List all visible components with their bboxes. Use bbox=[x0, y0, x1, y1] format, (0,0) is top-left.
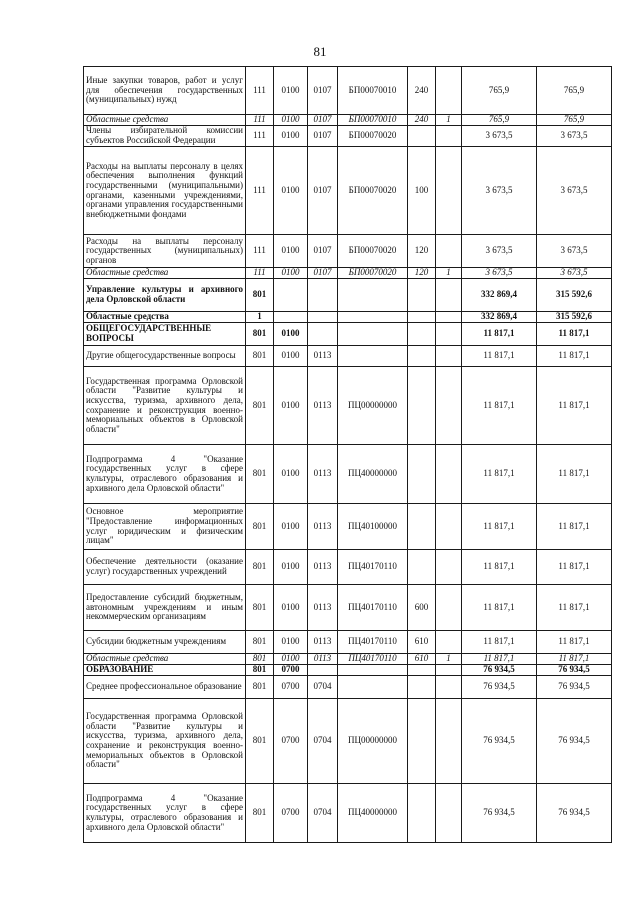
ministry-code: 801 bbox=[246, 323, 274, 346]
subsection-code: 0107 bbox=[308, 147, 338, 235]
table-row bbox=[84, 367, 612, 445]
target-article-code: ПЦ40170110 bbox=[338, 550, 408, 585]
target-article-code: БП00070010 bbox=[338, 115, 408, 126]
target-article-code bbox=[338, 346, 408, 367]
section-code: 0100 bbox=[274, 235, 308, 268]
funding-source-code bbox=[436, 147, 462, 235]
funding-source-code bbox=[436, 126, 462, 147]
row-name: Предоставление субсидий бюджетным, автономным учреждениям и иным некоммерческим организациям bbox=[84, 585, 246, 631]
target-article-code bbox=[338, 312, 408, 323]
ministry-code: 801 bbox=[246, 665, 274, 676]
section-code: 0100 bbox=[274, 268, 308, 279]
amount-year-2: 76 934,5 bbox=[537, 699, 612, 784]
section-code: 0100 bbox=[274, 126, 308, 147]
row-name: Государственная программа Орловской области "Развитие культуры и искусства, туризма, архивного дела, сохранение и реконструкция военно-мемориальных объектов в Орловской области" bbox=[84, 367, 246, 445]
row-name: Расходы на выплаты персоналу в целях обеспечения выполнения функций государственными (муниципальными) органами, казенными учреждениями, органами управления государственными внебюджетными фондами bbox=[84, 147, 246, 235]
amount-year-1: 76 934,5 bbox=[462, 784, 537, 843]
amount-year-2: 76 934,5 bbox=[537, 676, 612, 699]
amount-year-1: 76 934,5 bbox=[462, 699, 537, 784]
amount-year-1: 11 817,1 bbox=[462, 445, 537, 504]
expense-type-code bbox=[408, 323, 436, 346]
funding-source-code bbox=[436, 699, 462, 784]
funding-source-code bbox=[436, 235, 462, 268]
subsection-code: 0113 bbox=[308, 631, 338, 654]
row-name: Государственная программа Орловской области "Развитие культуры и искусства, туризма, архивного дела, сохранение и реконструкция военно-мемориальных объектов в Орловской области" bbox=[84, 699, 246, 784]
expense-type-code bbox=[408, 279, 436, 312]
amount-year-2: 11 817,1 bbox=[537, 631, 612, 654]
amount-year-2: 315 592,6 bbox=[537, 279, 612, 312]
target-article-code bbox=[338, 323, 408, 346]
amount-year-2: 765,9 bbox=[537, 67, 612, 115]
ministry-code: 111 bbox=[246, 235, 274, 268]
subsection-code: 0107 bbox=[308, 235, 338, 268]
funding-source-code bbox=[436, 676, 462, 699]
amount-year-2: 3 673,5 bbox=[537, 268, 612, 279]
ministry-code: 111 bbox=[246, 147, 274, 235]
amount-year-2: 11 817,1 bbox=[537, 585, 612, 631]
target-article-code: БП00070020 bbox=[338, 235, 408, 268]
target-article-code: ПЦ00000000 bbox=[338, 367, 408, 445]
subsection-code: 0107 bbox=[308, 126, 338, 147]
expense-type-code bbox=[408, 676, 436, 699]
table-row bbox=[84, 279, 612, 312]
row-name: Областные средства bbox=[84, 268, 246, 279]
amount-year-2: 3 673,5 bbox=[537, 235, 612, 268]
ministry-code: 111 bbox=[246, 126, 274, 147]
subsection-code: 0113 bbox=[308, 654, 338, 665]
expense-type-code: 120 bbox=[408, 268, 436, 279]
row-name: Субсидии бюджетным учреждениям bbox=[84, 631, 246, 654]
amount-year-2: 11 817,1 bbox=[537, 504, 612, 550]
target-article-code: ПЦ40170110 bbox=[338, 585, 408, 631]
target-article-code: ПЦ00000000 bbox=[338, 699, 408, 784]
expense-type-code bbox=[408, 504, 436, 550]
funding-source-code bbox=[436, 665, 462, 676]
amount-year-1: 11 817,1 bbox=[462, 550, 537, 585]
amount-year-1: 11 817,1 bbox=[462, 585, 537, 631]
ministry-code: 801 bbox=[246, 279, 274, 312]
table-row bbox=[84, 504, 612, 550]
amount-year-2: 765,9 bbox=[537, 115, 612, 126]
section-code bbox=[274, 312, 308, 323]
amount-year-2: 11 817,1 bbox=[537, 654, 612, 665]
section-code: 0100 bbox=[274, 367, 308, 445]
amount-year-1: 11 817,1 bbox=[462, 323, 537, 346]
amount-year-2: 11 817,1 bbox=[537, 445, 612, 504]
expense-type-code: 240 bbox=[408, 67, 436, 115]
row-name: Среднее профессиональное образование bbox=[84, 676, 246, 699]
row-name: Обеспечение деятельности (оказание услуг) государственных учреждений bbox=[84, 550, 246, 585]
target-article-code: ПЦ40170110 bbox=[338, 654, 408, 665]
row-name: Областные средства bbox=[84, 115, 246, 126]
subsection-code: 0107 bbox=[308, 115, 338, 126]
section-code: 0100 bbox=[274, 504, 308, 550]
ministry-code: 111 bbox=[246, 115, 274, 126]
amount-year-1: 332 869,4 bbox=[462, 279, 537, 312]
amount-year-2: 3 673,5 bbox=[537, 126, 612, 147]
ministry-code: 801 bbox=[246, 550, 274, 585]
row-name: Областные средства bbox=[84, 654, 246, 665]
expense-type-code: 120 bbox=[408, 235, 436, 268]
section-code: 0100 bbox=[274, 147, 308, 235]
budget-table bbox=[83, 66, 612, 843]
expense-type-code bbox=[408, 699, 436, 784]
table-row bbox=[84, 784, 612, 843]
subsection-code: 0113 bbox=[308, 550, 338, 585]
ministry-code: 1 bbox=[246, 312, 274, 323]
subsection-code: 0704 bbox=[308, 784, 338, 843]
row-name: ОБРАЗОВАНИЕ bbox=[84, 665, 246, 676]
funding-source-code bbox=[436, 504, 462, 550]
subsection-code bbox=[308, 312, 338, 323]
subsection-code: 0113 bbox=[308, 504, 338, 550]
table-row bbox=[84, 654, 612, 665]
amount-year-1: 3 673,5 bbox=[462, 126, 537, 147]
ministry-code: 801 bbox=[246, 346, 274, 367]
budget-table-wrapper bbox=[83, 66, 611, 843]
expense-type-code bbox=[408, 550, 436, 585]
amount-year-2: 76 934,5 bbox=[537, 784, 612, 843]
table-row bbox=[84, 585, 612, 631]
ministry-code: 801 bbox=[246, 367, 274, 445]
amount-year-1: 3 673,5 bbox=[462, 268, 537, 279]
target-article-code: БП00070020 bbox=[338, 126, 408, 147]
subsection-code: 0113 bbox=[308, 445, 338, 504]
section-code: 0100 bbox=[274, 631, 308, 654]
amount-year-1: 11 817,1 bbox=[462, 631, 537, 654]
target-article-code: ПЦ40100000 bbox=[338, 504, 408, 550]
section-code: 0100 bbox=[274, 445, 308, 504]
section-code: 0100 bbox=[274, 585, 308, 631]
amount-year-2: 11 817,1 bbox=[537, 346, 612, 367]
amount-year-2: 11 817,1 bbox=[537, 367, 612, 445]
target-article-code: БП00070010 bbox=[338, 67, 408, 115]
row-name: Расходы на выплаты персоналу государственных (муниципальных) органов bbox=[84, 235, 246, 268]
funding-source-code bbox=[436, 631, 462, 654]
ministry-code: 801 bbox=[246, 784, 274, 843]
expense-type-code bbox=[408, 445, 436, 504]
funding-source-code bbox=[436, 312, 462, 323]
ministry-code: 111 bbox=[246, 67, 274, 115]
row-name: ОБЩЕГОСУДАРСТВЕННЫЕ ВОПРОСЫ bbox=[84, 323, 246, 346]
funding-source-code bbox=[436, 550, 462, 585]
section-code: 0100 bbox=[274, 550, 308, 585]
ministry-code: 801 bbox=[246, 445, 274, 504]
amount-year-1: 11 817,1 bbox=[462, 367, 537, 445]
table-row bbox=[84, 147, 612, 235]
funding-source-code bbox=[436, 445, 462, 504]
subsection-code bbox=[308, 279, 338, 312]
amount-year-1: 765,9 bbox=[462, 115, 537, 126]
amount-year-1: 11 817,1 bbox=[462, 654, 537, 665]
target-article-code bbox=[338, 665, 408, 676]
amount-year-1: 3 673,5 bbox=[462, 235, 537, 268]
funding-source-code bbox=[436, 346, 462, 367]
expense-type-code: 240 bbox=[408, 115, 436, 126]
subsection-code: 0704 bbox=[308, 676, 338, 699]
expense-type-code: 610 bbox=[408, 654, 436, 665]
expense-type-code bbox=[408, 312, 436, 323]
subsection-code: 0113 bbox=[308, 585, 338, 631]
expense-type-code bbox=[408, 126, 436, 147]
funding-source-code bbox=[436, 784, 462, 843]
target-article-code bbox=[338, 676, 408, 699]
table-row bbox=[84, 699, 612, 784]
section-code: 0100 bbox=[274, 654, 308, 665]
section-code: 0700 bbox=[274, 665, 308, 676]
target-article-code: БП00070020 bbox=[338, 268, 408, 279]
target-article-code: ПЦ40000000 bbox=[338, 445, 408, 504]
row-name: Подпрограмма 4 "Оказание государственных услуг в сфере культуры, отраслевого образования и архивного дела Орловской области" bbox=[84, 445, 246, 504]
subsection-code: 0704 bbox=[308, 699, 338, 784]
row-name: Иные закупки товаров, работ и услуг для обеспечения государственных (муниципальных) нужд bbox=[84, 67, 246, 115]
ministry-code: 801 bbox=[246, 654, 274, 665]
table-row bbox=[84, 126, 612, 147]
subsection-code bbox=[308, 665, 338, 676]
funding-source-code bbox=[436, 585, 462, 631]
expense-type-code bbox=[408, 346, 436, 367]
amount-year-2: 3 673,5 bbox=[537, 147, 612, 235]
ministry-code: 801 bbox=[246, 676, 274, 699]
funding-source-code bbox=[436, 367, 462, 445]
ministry-code: 801 bbox=[246, 631, 274, 654]
table-row bbox=[84, 550, 612, 585]
amount-year-1: 76 934,5 bbox=[462, 665, 537, 676]
table-row bbox=[84, 346, 612, 367]
ministry-code: 801 bbox=[246, 504, 274, 550]
table-row bbox=[84, 115, 612, 126]
row-name: Управление культуры и архивного дела Орловской области bbox=[84, 279, 246, 312]
ministry-code: 801 bbox=[246, 585, 274, 631]
target-article-code bbox=[338, 279, 408, 312]
amount-year-1: 11 817,1 bbox=[462, 504, 537, 550]
row-name: Другие общегосударственные вопросы bbox=[84, 346, 246, 367]
amount-year-2: 11 817,1 bbox=[537, 323, 612, 346]
section-code: 0100 bbox=[274, 115, 308, 126]
section-code: 0100 bbox=[274, 346, 308, 367]
row-name: Члены избирательной комиссии субъектов Российской Федерации bbox=[84, 126, 246, 147]
section-code: 0700 bbox=[274, 699, 308, 784]
subsection-code bbox=[308, 323, 338, 346]
table-row bbox=[84, 235, 612, 268]
ministry-code: 801 bbox=[246, 699, 274, 784]
row-name: Областные средства bbox=[84, 312, 246, 323]
table-row bbox=[84, 323, 612, 346]
funding-source-code: 1 bbox=[436, 115, 462, 126]
amount-year-1: 765,9 bbox=[462, 67, 537, 115]
expense-type-code: 600 bbox=[408, 585, 436, 631]
target-article-code: ПЦ40000000 bbox=[338, 784, 408, 843]
section-code: 0100 bbox=[274, 323, 308, 346]
amount-year-2: 76 934,5 bbox=[537, 665, 612, 676]
table-row bbox=[84, 676, 612, 699]
section-code: 0100 bbox=[274, 67, 308, 115]
funding-source-code: 1 bbox=[436, 268, 462, 279]
row-name: Основное мероприятие "Предоставление информационных услуг юридическим и физическим лицам" bbox=[84, 504, 246, 550]
funding-source-code bbox=[436, 67, 462, 115]
amount-year-1: 332 869,4 bbox=[462, 312, 537, 323]
table-row bbox=[84, 665, 612, 676]
page-number: 81 bbox=[313, 44, 327, 59]
target-article-code: БП00070020 bbox=[338, 147, 408, 235]
subsection-code: 0113 bbox=[308, 367, 338, 445]
section-code bbox=[274, 279, 308, 312]
amount-year-1: 11 817,1 bbox=[462, 346, 537, 367]
row-name: Подпрограмма 4 "Оказание государственных услуг в сфере культуры, отраслевого образования и архивного дела Орловской области" bbox=[84, 784, 246, 843]
section-code: 0700 bbox=[274, 676, 308, 699]
expense-type-code bbox=[408, 784, 436, 843]
table-row bbox=[84, 67, 612, 115]
expense-type-code: 100 bbox=[408, 147, 436, 235]
expense-type-code bbox=[408, 665, 436, 676]
amount-year-2: 11 817,1 bbox=[537, 550, 612, 585]
table-row bbox=[84, 445, 612, 504]
subsection-code: 0113 bbox=[308, 346, 338, 367]
funding-source-code bbox=[436, 323, 462, 346]
amount-year-1: 76 934,5 bbox=[462, 676, 537, 699]
table-row bbox=[84, 268, 612, 279]
ministry-code: 111 bbox=[246, 268, 274, 279]
subsection-code: 0107 bbox=[308, 67, 338, 115]
table-body bbox=[84, 67, 612, 843]
funding-source-code: 1 bbox=[436, 654, 462, 665]
section-code: 0700 bbox=[274, 784, 308, 843]
target-article-code: ПЦ40170110 bbox=[338, 631, 408, 654]
amount-year-2: 315 592,6 bbox=[537, 312, 612, 323]
subsection-code: 0107 bbox=[308, 268, 338, 279]
amount-year-1: 3 673,5 bbox=[462, 147, 537, 235]
funding-source-code bbox=[436, 279, 462, 312]
expense-type-code: 610 bbox=[408, 631, 436, 654]
expense-type-code bbox=[408, 367, 436, 445]
table-row bbox=[84, 312, 612, 323]
table-row bbox=[84, 631, 612, 654]
